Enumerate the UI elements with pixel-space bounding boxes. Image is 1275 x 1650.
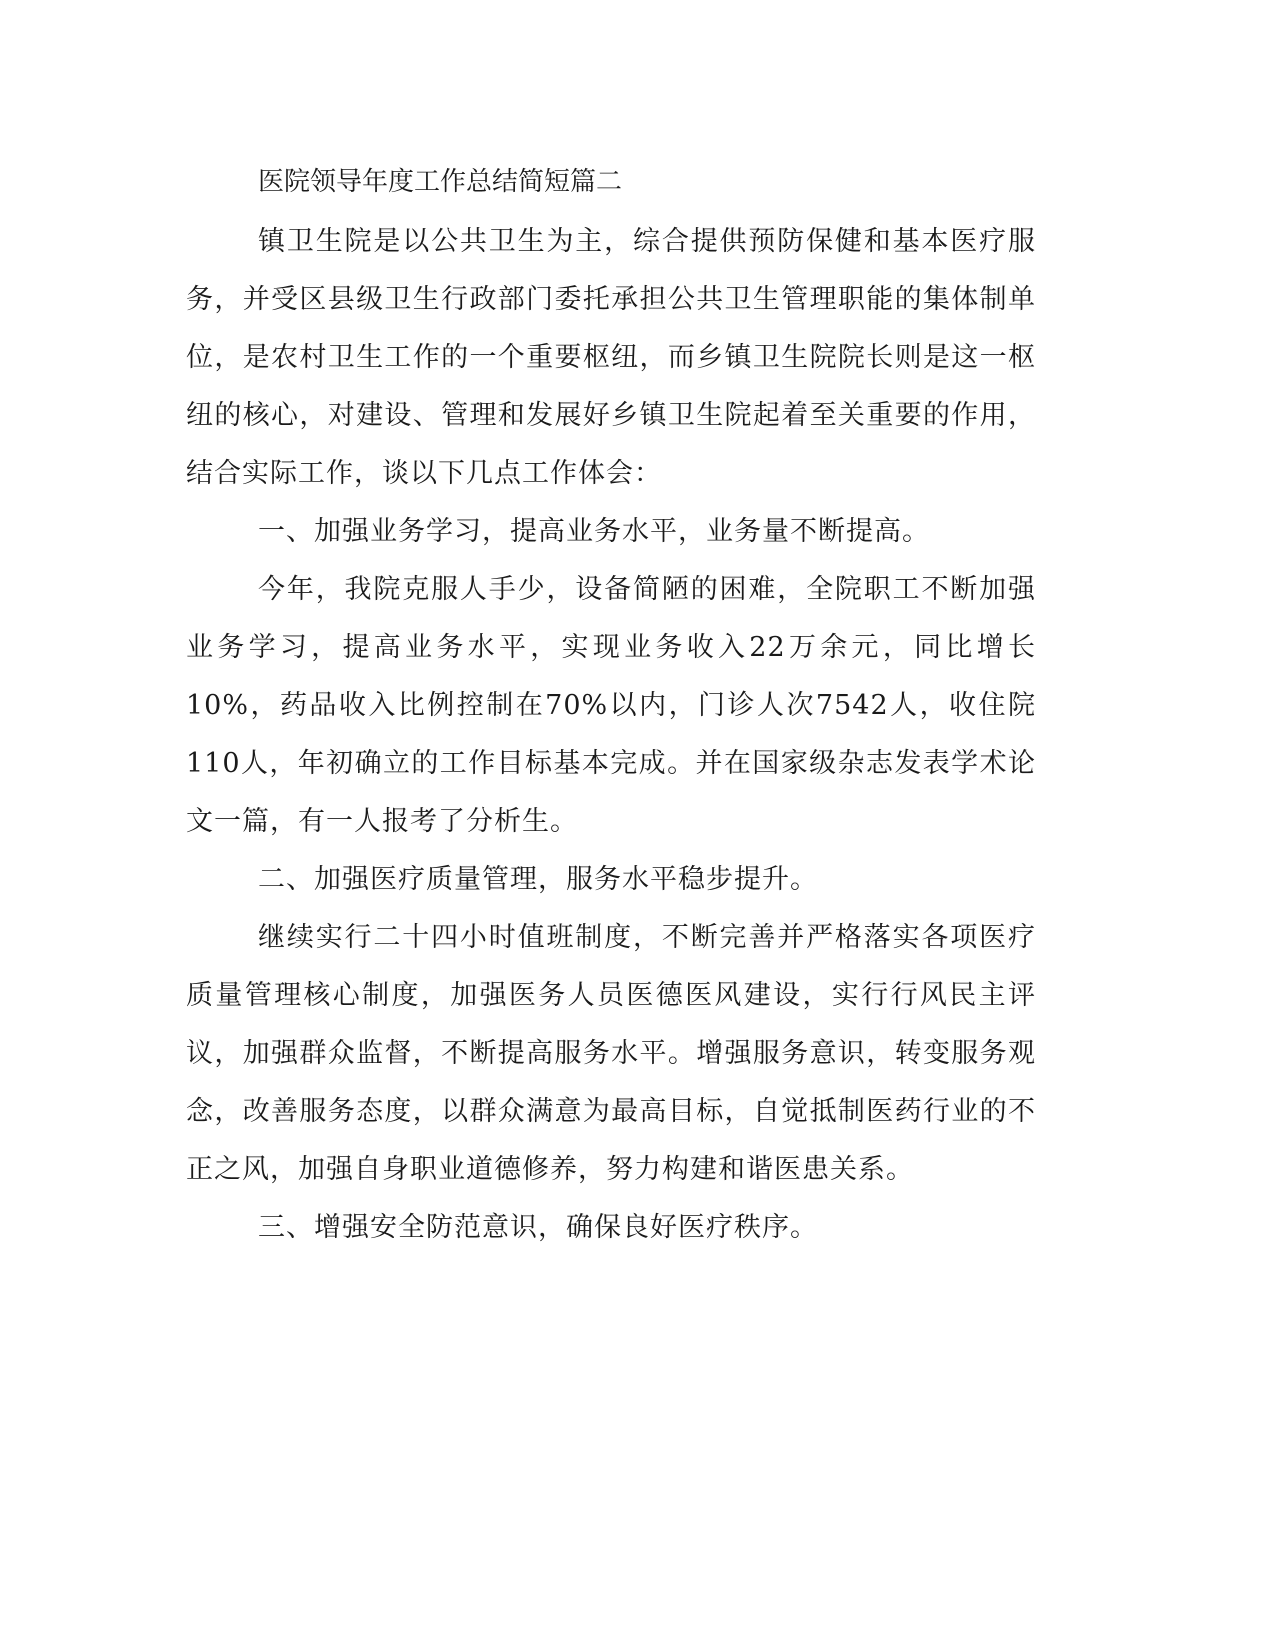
section-paragraph-2: 继续实行二十四小时值班制度，不断完善并严格落实各项医疗质量管理核心制度，加强医务人员医德医风建设，实行行风民主评议，加强群众监督，不断提高服务水平。增强服务意识，转变服务观念，改善服务态度，以群众满意为最高目标，自觉抵制医药行业的不正之风，加强自身职业道德修养，努力构建和谐医患关系。	[186, 922, 1036, 1185]
section-paragraph-1: 今年，我院克服人手少，设备简陋的困难，全院职工不断加强业务学习，提高业务水平，实现业务收入22万余元，同比增长10%，药品收入比例控制在70%以内，门诊人次7542人，收住院110人，年初确立的工作目标基本完成。并在国家级杂志发表学术论文一篇，有一人报考了分析生。	[186, 574, 1036, 837]
document-body	[186, 213, 1036, 1257]
section-heading-2: 二、加强医疗质量管理，服务水平稳步提升。	[258, 864, 818, 895]
section-heading-3: 三、增强安全防范意识，确保良好医疗秩序。	[258, 1212, 818, 1243]
intro-paragraph: 镇卫生院是以公共卫生为主，综合提供预防保健和基本医疗服务，并受区县级卫生行政部门委托承担公共卫生管理职能的集体制单位，是农村卫生工作的一个重要枢纽，而乡镇卫生院院长则是这一枢纽的核心，对建设、管理和发展好乡镇卫生院起着至关重要的作用，结合实际工作，谈以下几点工作体会：	[186, 226, 1036, 489]
section-heading-1: 一、加强业务学习，提高业务水平，业务量不断提高。	[258, 516, 930, 547]
document-title: 医院领导年度工作总结简短篇二	[258, 167, 623, 197]
